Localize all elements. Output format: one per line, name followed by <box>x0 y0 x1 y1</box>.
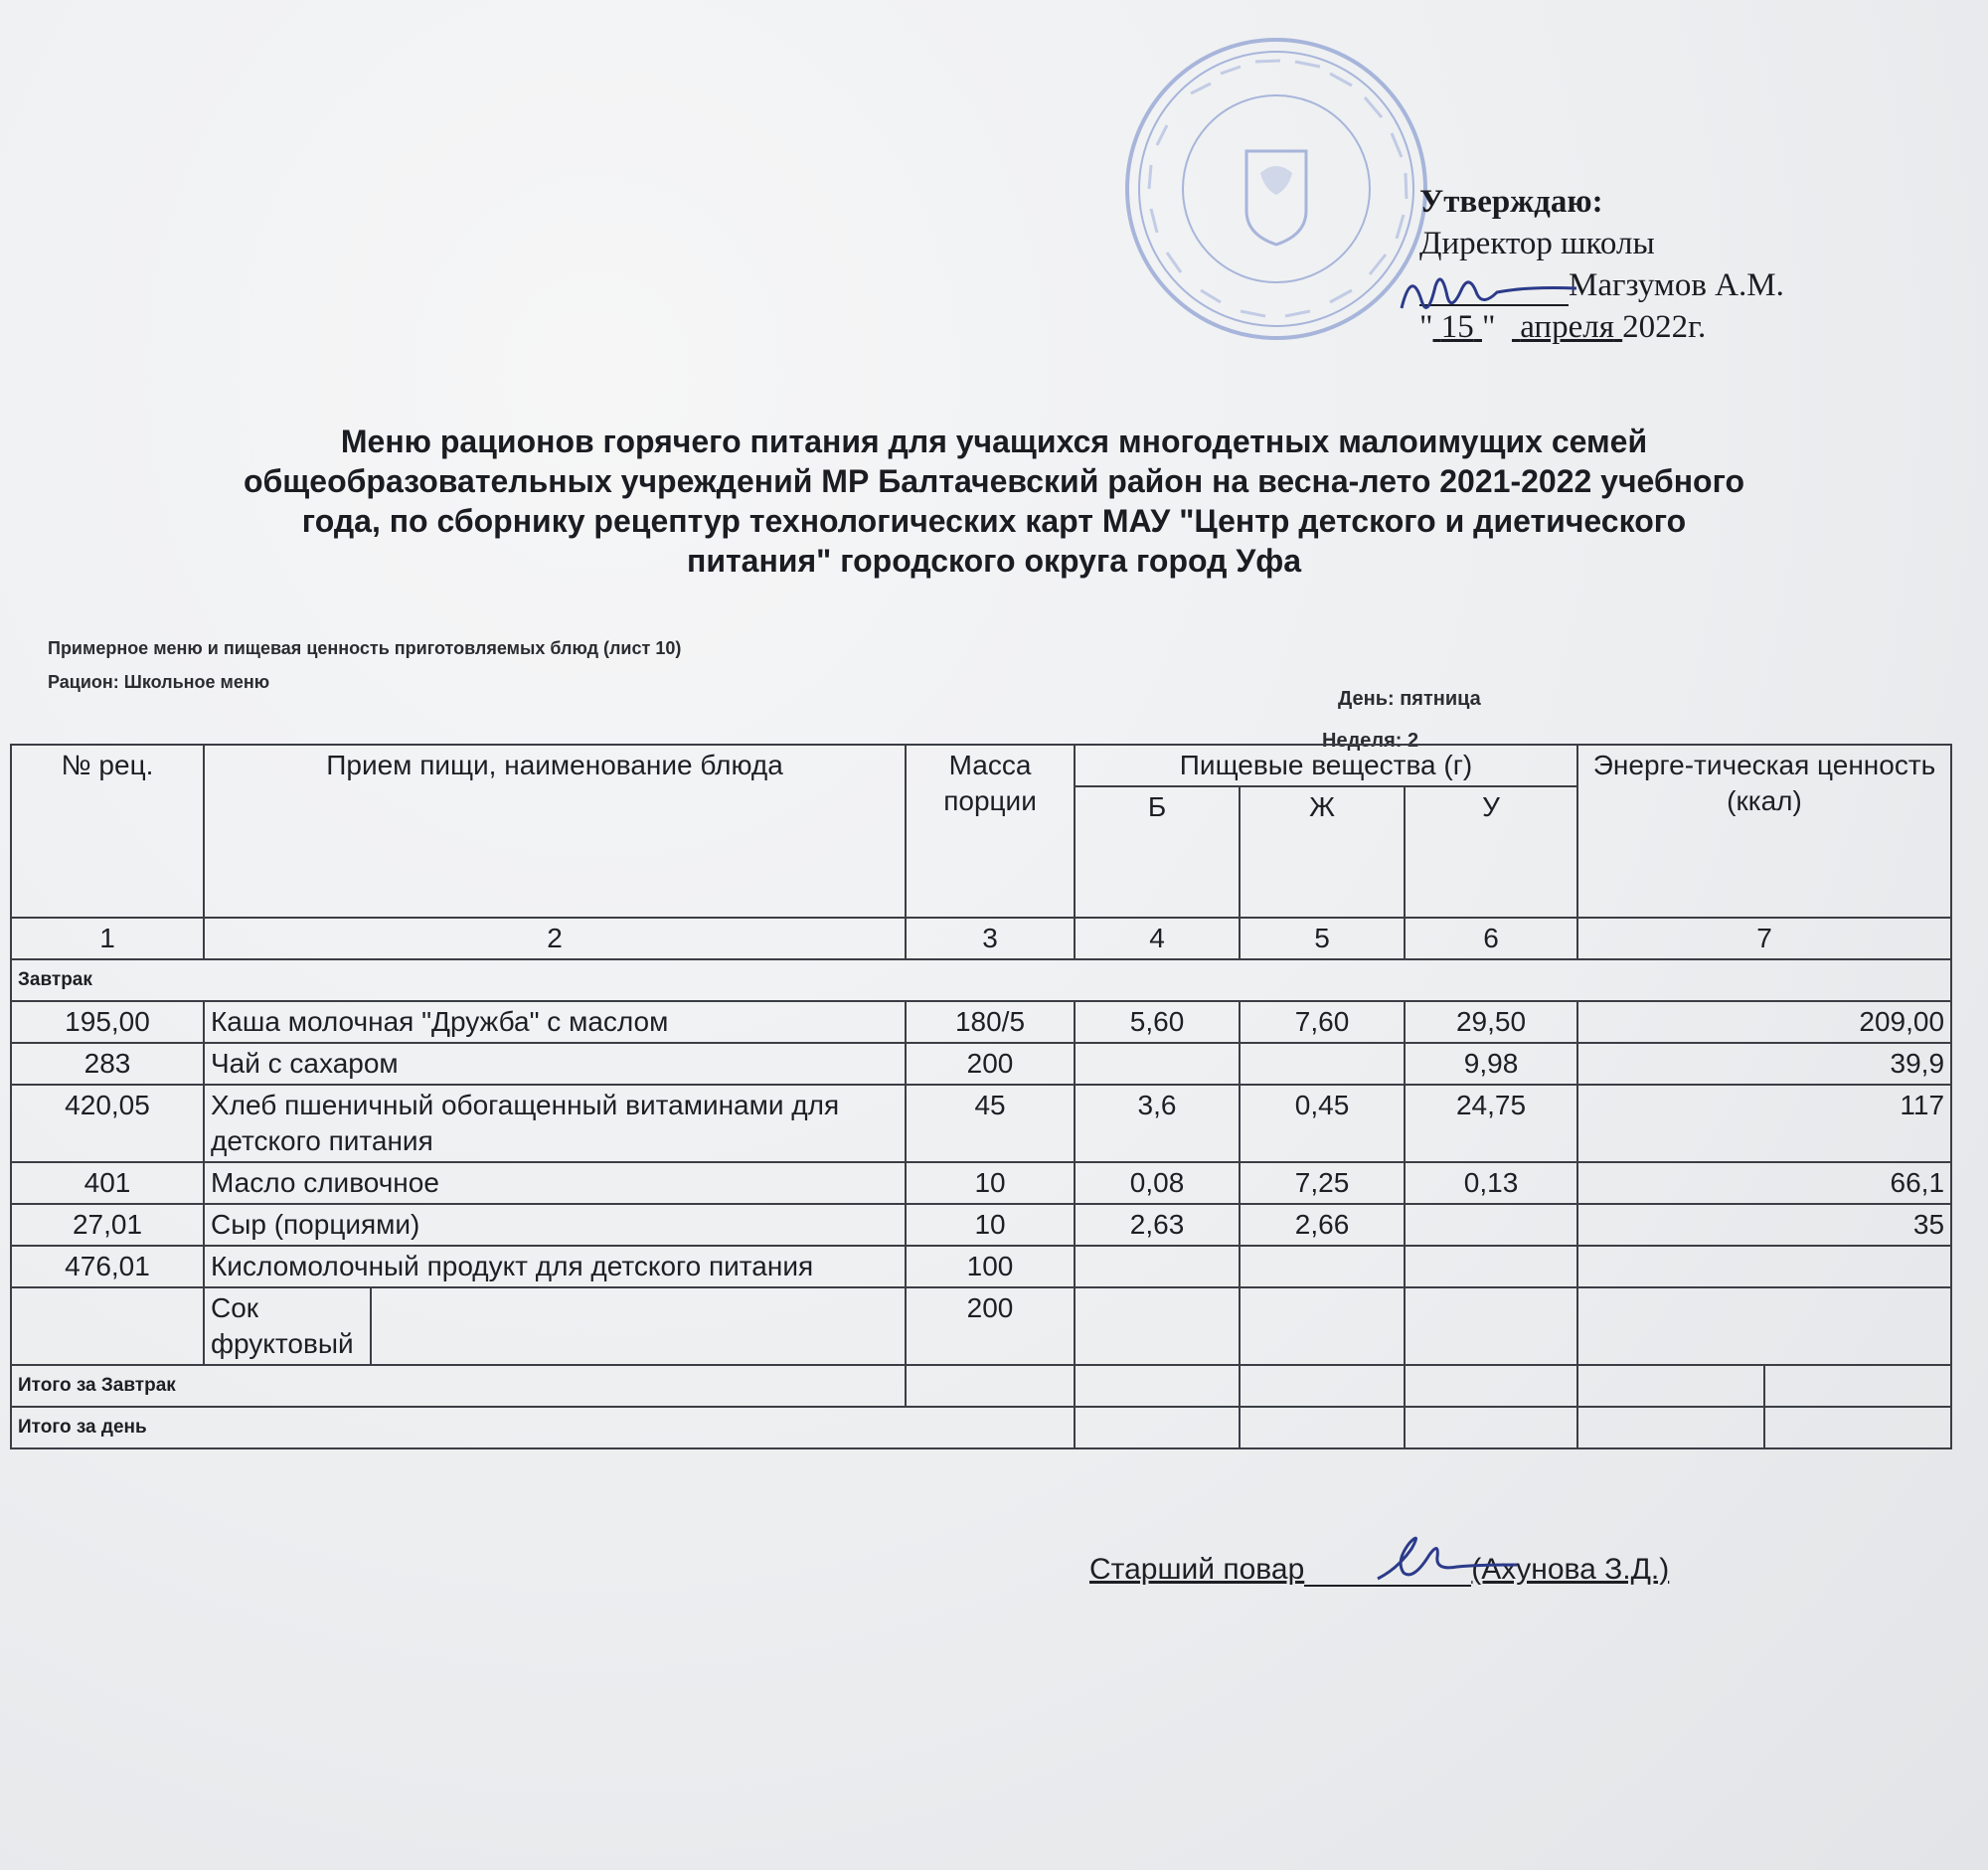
col-header-zh: Ж <box>1240 786 1405 918</box>
cell-empty <box>371 1287 906 1365</box>
ration-label: Рацион: Школьное меню <box>48 672 270 692</box>
cell-mass: 180/5 <box>906 1001 1075 1043</box>
day-value: пятница <box>1400 688 1481 710</box>
cell-mass: 10 <box>906 1204 1075 1246</box>
cell-mass: 100 <box>906 1246 1075 1287</box>
total-cell <box>1405 1407 1577 1448</box>
col-header-energy: Энерге-тическая ценность (ккал) <box>1577 745 1951 918</box>
section-row-breakfast <box>11 959 1951 1001</box>
approval-position: Директор школы <box>1419 226 1655 261</box>
total-cell <box>1075 1407 1240 1448</box>
numbering-cell: 4 <box>1075 918 1240 959</box>
heading-line-4: питания" городского округа город Уфа <box>686 543 1302 579</box>
cook-name: (Ахунова З.Д.) <box>1471 1553 1670 1586</box>
cell-name: Сок фруктовый <box>204 1287 371 1365</box>
total-cell <box>1764 1365 1951 1407</box>
cell-num: 401 <box>11 1162 204 1204</box>
cell-kcal <box>1577 1287 1951 1365</box>
col-header-nutrients: Пищевые вещества (г) <box>1075 745 1577 786</box>
cell-name: Чай с сахаром <box>204 1043 906 1085</box>
cell-kcal: 35 <box>1577 1204 1951 1246</box>
total-cell <box>1240 1365 1405 1407</box>
date-year: 2022г. <box>1622 309 1707 345</box>
cell-kcal: 117 <box>1577 1085 1951 1162</box>
cell-b: 0,08 <box>1075 1162 1240 1204</box>
total-cell <box>1577 1365 1764 1407</box>
cell-b <box>1075 1287 1240 1365</box>
col-header-num: № рец. <box>11 745 204 918</box>
cell-b <box>1075 1043 1240 1085</box>
total-day-label: Итого за день <box>11 1407 1075 1448</box>
cell-u <box>1405 1246 1577 1287</box>
cell-name: Кисломолочный продукт для детского питания <box>204 1246 906 1287</box>
table-row <box>11 1043 1951 1085</box>
cell-num: 195,00 <box>11 1001 204 1043</box>
date-quote-close: " <box>1481 309 1496 345</box>
cell-num: 27,01 <box>11 1204 204 1246</box>
cell-zh: 2,66 <box>1240 1204 1405 1246</box>
heading-line-1: Меню рационов горячего питания для учащихся многодетных малоимущих семей <box>340 424 1648 459</box>
table-row <box>11 1246 1951 1287</box>
section-label: Завтрак <box>11 959 1951 1001</box>
week-label: Неделя: <box>1322 730 1403 752</box>
cell-name: Хлеб пшеничный обогащенный витаминами для детского питания <box>204 1085 906 1162</box>
cell-u: 9,98 <box>1405 1043 1577 1085</box>
cell-name: Сыр (порциями) <box>204 1204 906 1246</box>
col-header-mass: Масса порции <box>906 745 1075 918</box>
total-breakfast-label: Итого за Завтрак <box>11 1365 906 1407</box>
cell-zh <box>1240 1246 1405 1287</box>
total-cell <box>906 1365 1075 1407</box>
table-row <box>11 1085 1951 1162</box>
cell-kcal: 209,00 <box>1577 1001 1951 1043</box>
menu-table <box>10 744 1952 1449</box>
cell-b <box>1075 1246 1240 1287</box>
week-value: 2 <box>1407 730 1419 752</box>
cell-u: 0,13 <box>1405 1162 1577 1204</box>
date-quote-open: " <box>1419 309 1433 345</box>
cell-mass: 200 <box>906 1043 1075 1085</box>
numbering-cell: 5 <box>1240 918 1405 959</box>
cell-kcal <box>1577 1246 1951 1287</box>
director-signature-image <box>1392 268 1590 328</box>
school-stamp-image <box>1121 34 1431 344</box>
cell-u <box>1405 1287 1577 1365</box>
cell-mass: 200 <box>906 1287 1075 1365</box>
table-row <box>11 1162 1951 1204</box>
cell-name: Масло сливочное <box>204 1162 906 1204</box>
day-info <box>1338 688 1481 711</box>
numbering-cell: 3 <box>906 918 1075 959</box>
sheet-subtitle: Примерное меню и пищевая ценность приготовляемых блюд (лист 10) <box>48 638 682 658</box>
numbering-cell: 7 <box>1577 918 1951 959</box>
total-cell <box>1764 1407 1951 1448</box>
numbering-cell: 1 <box>11 918 204 959</box>
cell-b: 5,60 <box>1075 1001 1240 1043</box>
cell-mass: 10 <box>906 1162 1075 1204</box>
table-row <box>11 1204 1951 1246</box>
cell-b: 2,63 <box>1075 1204 1240 1246</box>
cell-num: 420,05 <box>11 1085 204 1162</box>
total-breakfast-row <box>11 1365 1951 1407</box>
cell-u <box>1405 1204 1577 1246</box>
cook-signature-image <box>1372 1521 1521 1591</box>
total-cell <box>1405 1365 1577 1407</box>
cell-num: 283 <box>11 1043 204 1085</box>
cell-mass: 45 <box>906 1085 1075 1162</box>
cell-kcal: 66,1 <box>1577 1162 1951 1204</box>
total-cell <box>1577 1407 1764 1448</box>
document-heading <box>60 422 1928 581</box>
col-header-name: Прием пищи, наименование блюда <box>204 745 906 918</box>
cell-b: 3,6 <box>1075 1085 1240 1162</box>
numbering-row <box>11 918 1951 959</box>
cell-zh: 7,60 <box>1240 1001 1405 1043</box>
heading-line-2: общеобразовательных учреждений МР Балтачевский район на весна-лето 2021-2022 учебного <box>243 463 1745 499</box>
cell-num: 476,01 <box>11 1246 204 1287</box>
cell-zh: 0,45 <box>1240 1085 1405 1162</box>
cell-zh <box>1240 1287 1405 1365</box>
heading-line-3: года, по сборнику рецептур технологических карт МАУ "Центр детского и диетического <box>301 503 1687 539</box>
cell-num <box>11 1287 204 1365</box>
header-row-1 <box>11 745 1951 786</box>
cell-zh <box>1240 1043 1405 1085</box>
cell-u: 29,50 <box>1405 1001 1577 1043</box>
total-cell <box>1075 1365 1240 1407</box>
table-row <box>11 1001 1951 1043</box>
date-day-value: 15 <box>1440 309 1474 345</box>
numbering-cell: 6 <box>1405 918 1577 959</box>
cell-u: 24,75 <box>1405 1085 1577 1162</box>
cell-kcal: 39,9 <box>1577 1043 1951 1085</box>
day-label: День: <box>1338 688 1395 710</box>
numbering-cell: 2 <box>204 918 906 959</box>
cell-name: Каша молочная "Дружба" с маслом <box>204 1001 906 1043</box>
cook-role: Старший повар <box>1089 1553 1305 1586</box>
cell-zh: 7,25 <box>1240 1162 1405 1204</box>
approval-title: Утверждаю: <box>1419 184 1603 220</box>
total-cell <box>1240 1407 1405 1448</box>
col-header-b: Б <box>1075 786 1240 918</box>
total-day-row <box>11 1407 1951 1448</box>
date-month-value: апреля <box>1520 309 1614 345</box>
table-row <box>11 1287 1951 1365</box>
approval-name: Магзумов А.М. <box>1569 267 1784 303</box>
col-header-u: У <box>1405 786 1577 918</box>
